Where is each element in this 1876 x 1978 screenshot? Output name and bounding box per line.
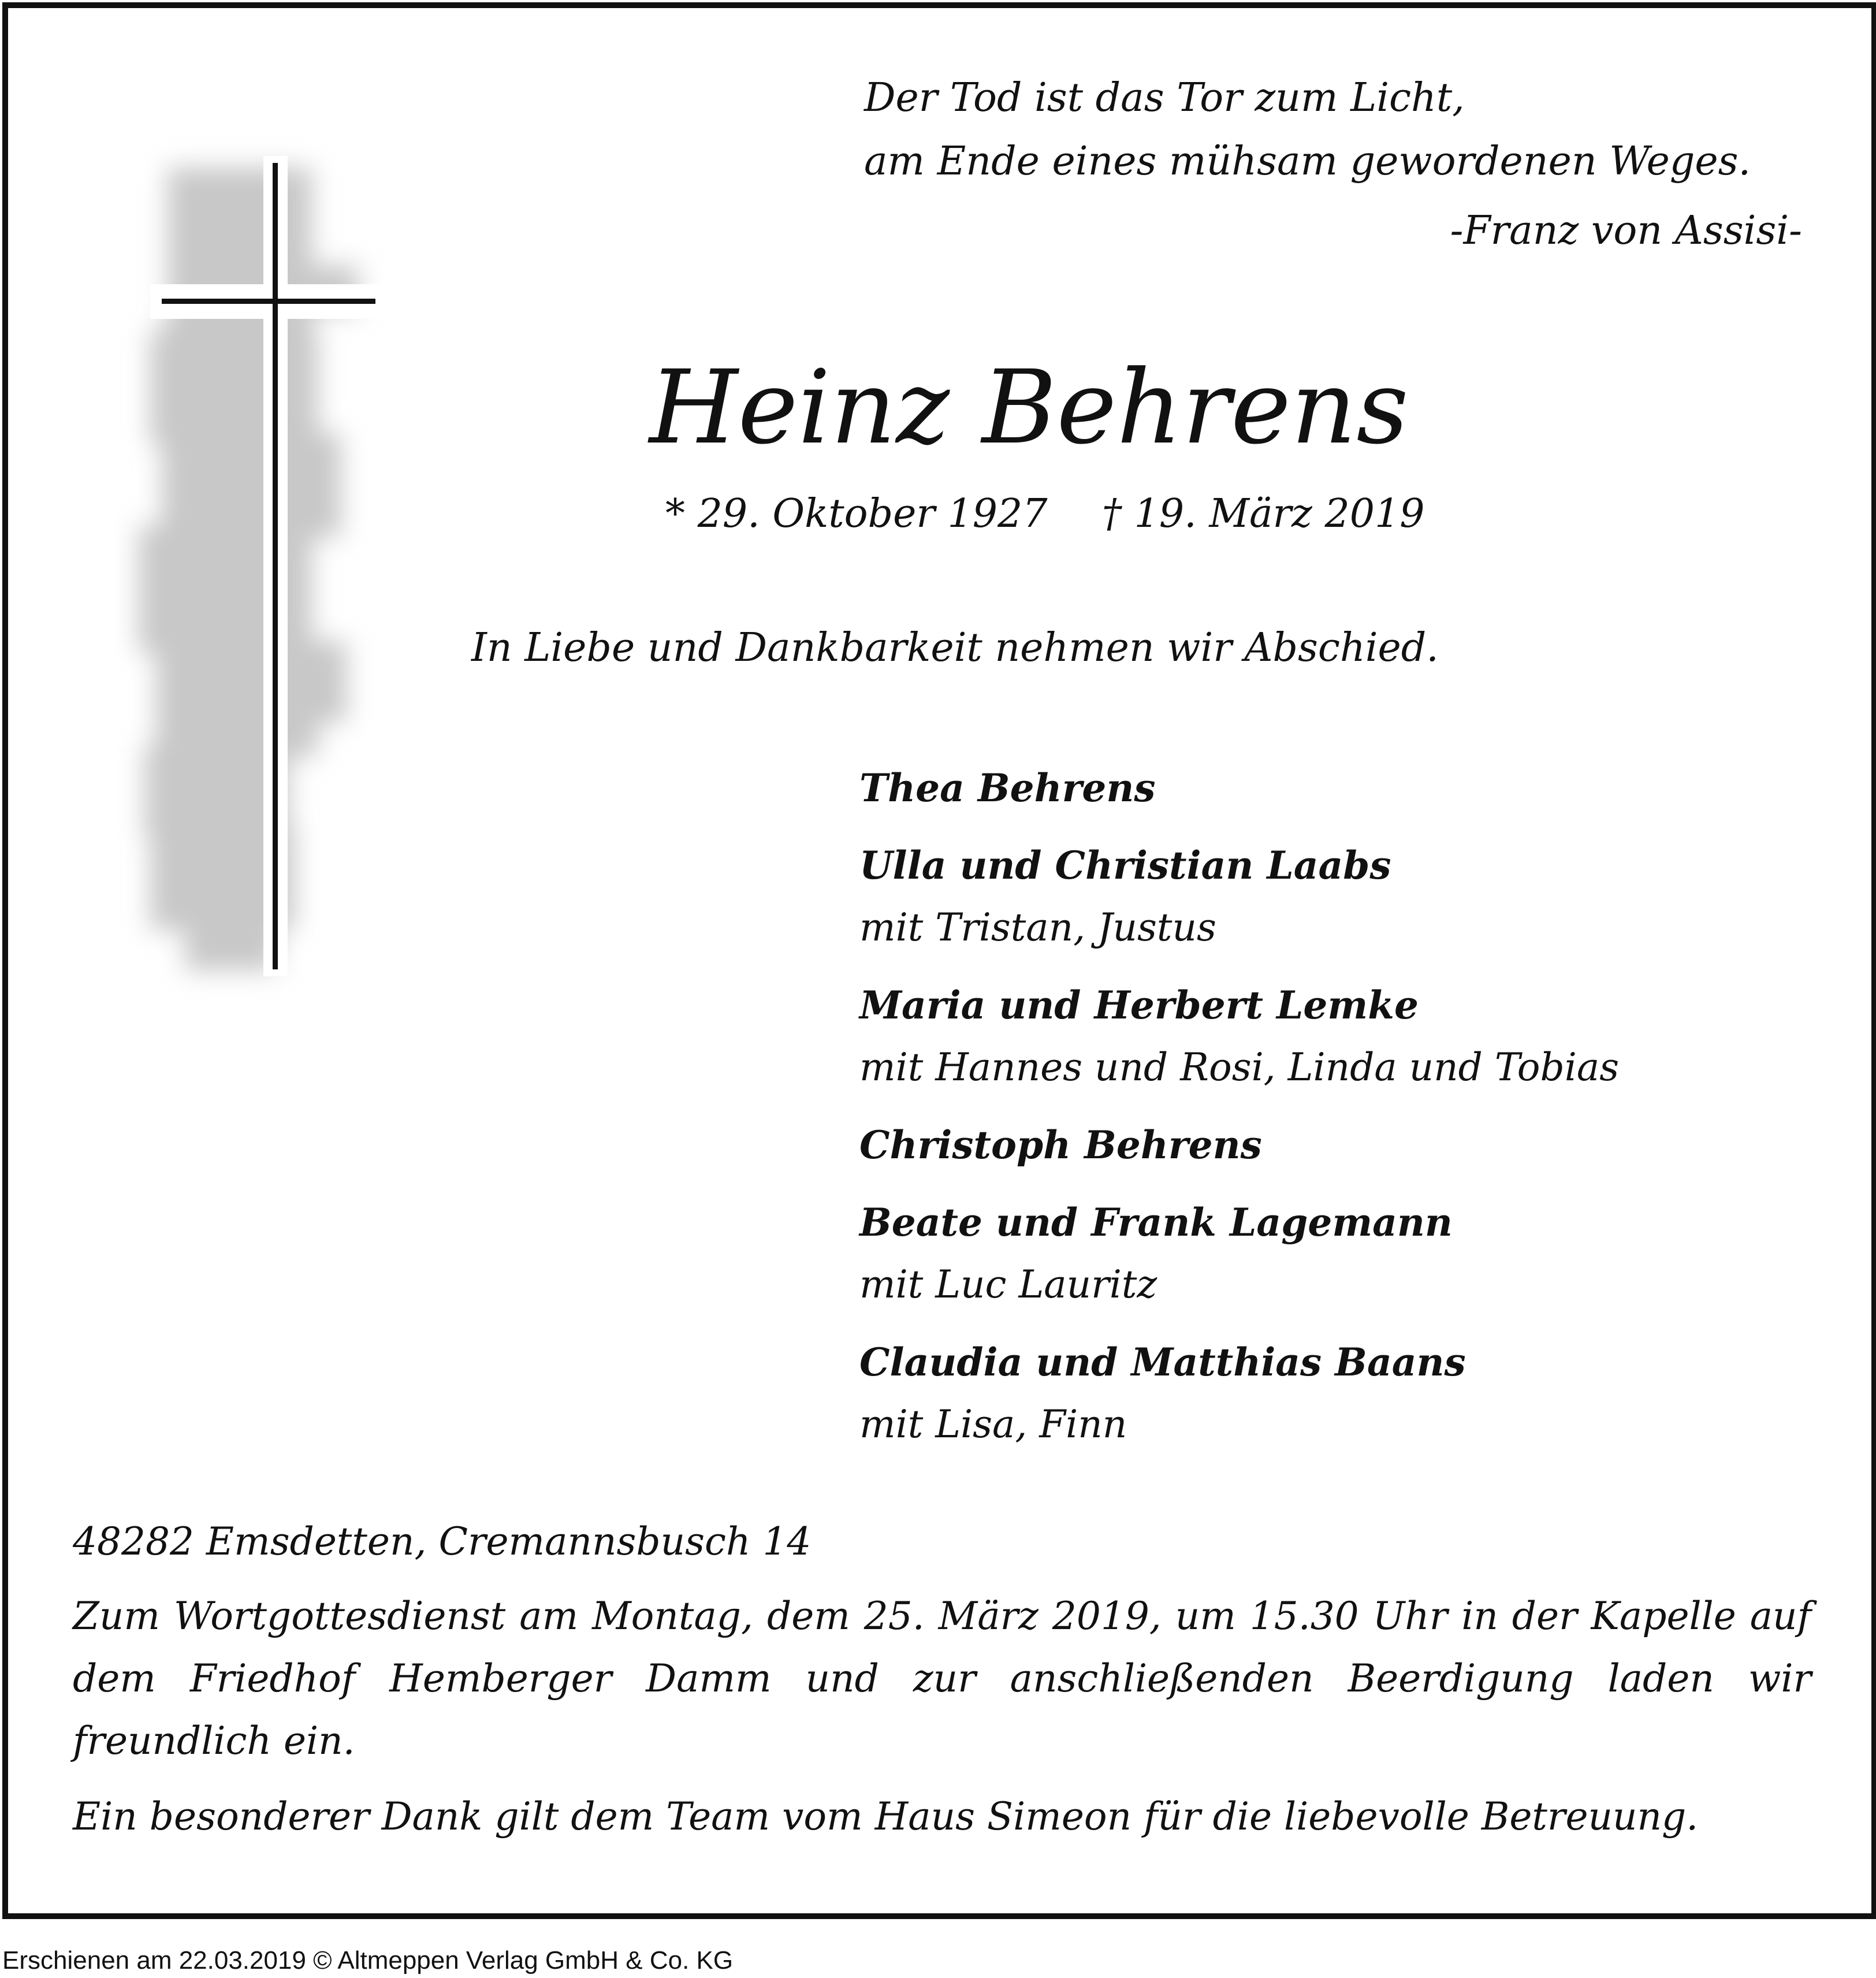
service-info: Zum Wortgottesdienst am Montag, dem 25. März 2019, um 15.30 Uhr in der Kapelle auf dem Friedhof Hemberger Damm und zur anschließenden Beerdigung laden wir freundlich ein. — [73, 1594, 1811, 1763]
mourner-group — [859, 1114, 1841, 1176]
mourner-name: Beate und Frank Lagemann — [859, 1200, 1453, 1245]
mourner-group — [859, 757, 1841, 819]
quote-line-1: Der Tod ist das Tor zum Licht, — [864, 75, 1465, 121]
mourner-children: mit Lisa, Finn — [859, 1402, 1127, 1447]
mourner-group — [859, 974, 1841, 1099]
mourner-name: Christoph Behrens — [859, 1122, 1262, 1168]
birth-date: * 29. Oktober 1927 — [665, 491, 1048, 537]
mourner-children: mit Hannes und Rosi, Linda und Tobias — [859, 1045, 1620, 1090]
farewell-text: In Liebe und Dankbarkeit nehmen wir Abschied. — [471, 625, 1439, 671]
mourner-name: Maria und Herbert Lemke — [859, 983, 1419, 1028]
deceased-name: Heinz Behrens — [649, 348, 1409, 467]
publication-note: Erschienen am 22.03.2019 © Altmeppen Verlag GmbH & Co. KG — [2, 1946, 734, 1975]
thanks-text: Ein besonderer Dank gilt dem Team vom Haus Simeon für die liebevolle Betreuung. — [73, 1794, 1699, 1839]
mourner-children: mit Tristan, Justus — [859, 905, 1216, 950]
death-date: † 19. März 2019 — [1102, 491, 1425, 537]
quote-author: -Franz von Assisi- — [1450, 208, 1802, 254]
mourner-name: Ulla und Christian Laabs — [859, 843, 1391, 888]
mourner-group — [859, 1331, 1841, 1456]
mourner-group — [859, 1191, 1841, 1316]
address: 48282 Emsdetten, Cremannsbusch 14 — [73, 1519, 812, 1564]
mourner-name: Claudia und Matthias Baans — [859, 1340, 1466, 1385]
mourner-group — [859, 834, 1841, 959]
mourner-children: mit Luc Lauritz — [859, 1262, 1157, 1307]
quote-line-2: am Ende eines mühsam gewordenen Weges. — [864, 139, 1751, 184]
mourners-list — [859, 757, 1841, 1471]
cross-icon — [116, 133, 462, 1011]
mourner-name: Thea Behrens — [859, 765, 1156, 810]
